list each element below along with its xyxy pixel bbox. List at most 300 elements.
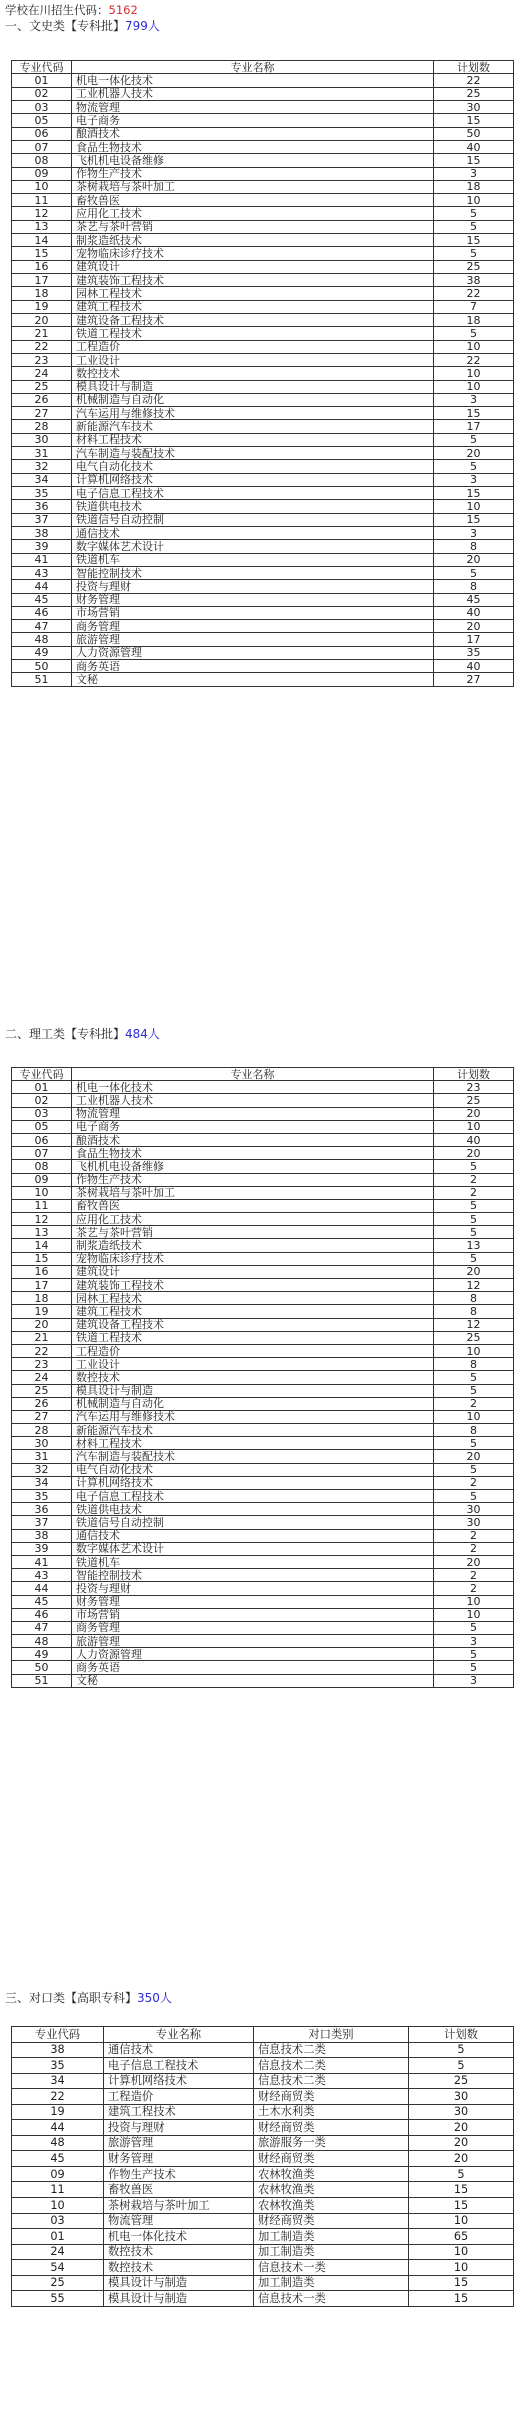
table-cell: 电子信息工程技术 — [104, 2058, 254, 2074]
table-cell: 36 — [12, 500, 72, 513]
table-cell: 20 — [434, 553, 514, 566]
section-title-count: 484人 — [125, 1027, 160, 1041]
table-row — [12, 1397, 514, 1410]
table-cell: 40 — [434, 140, 514, 153]
table-row — [12, 593, 514, 606]
table-cell: 15 — [12, 247, 72, 260]
table-cell: 铁道机车 — [72, 553, 434, 566]
table-cell: 食品生物技术 — [72, 140, 434, 153]
table-cell: 13 — [12, 1226, 72, 1239]
table-cell: 5 — [434, 1226, 514, 1239]
table-row — [12, 580, 514, 593]
table-row — [12, 1239, 514, 1252]
table-cell: 19 — [12, 300, 72, 313]
table-cell: 51 — [12, 1674, 72, 1687]
table-cell: 32 — [12, 1463, 72, 1476]
table-cell: 15 — [409, 2275, 514, 2291]
table-cell: 14 — [12, 1239, 72, 1252]
table-cell: 37 — [12, 1516, 72, 1529]
table-cell: 10 — [434, 1410, 514, 1423]
table-cell: 通信技术 — [72, 1529, 434, 1542]
table-cell: 茶艺与茶叶营销 — [72, 1226, 434, 1239]
table-row — [12, 194, 514, 207]
table-cell: 加工制造类 — [254, 2229, 409, 2245]
table-cell: 数控技术 — [72, 1371, 434, 1384]
table-cell: 25 — [434, 1094, 514, 1107]
table-cell: 20 — [434, 1450, 514, 1463]
table-cell: 22 — [434, 74, 514, 87]
table-row — [12, 1120, 514, 1133]
table-cell: 财务管理 — [72, 1595, 434, 1608]
table-cell: 24 — [12, 367, 72, 380]
table-cell: 信息技术一类 — [254, 2260, 409, 2276]
section-title-label: 一、文史类【专科批】 — [5, 19, 126, 33]
table-header-row — [12, 61, 514, 74]
table-cell: 建筑工程技术 — [72, 300, 434, 313]
table-cell: 物流管理 — [72, 100, 434, 113]
table-row — [12, 1648, 514, 1661]
table-row — [12, 1674, 514, 1687]
table-cell: 10 — [434, 1595, 514, 1608]
table-cell: 16 — [12, 260, 72, 273]
table-cell: 智能控制技术 — [72, 566, 434, 579]
table-row — [12, 1384, 514, 1397]
table-row — [12, 1133, 514, 1146]
column-header: 专业代码 — [12, 1068, 72, 1081]
table-cell: 12 — [434, 1318, 514, 1331]
table-cell: 41 — [12, 553, 72, 566]
table-cell: 电子商务 — [72, 114, 434, 127]
table-cell: 50 — [12, 660, 72, 673]
section-title-count: 350人 — [137, 1991, 172, 2005]
table-row — [12, 247, 514, 260]
table-row — [12, 127, 514, 140]
table-cell: 23 — [12, 1358, 72, 1371]
table-row — [12, 1186, 514, 1199]
table-cell: 加工制造类 — [254, 2275, 409, 2291]
table-row — [12, 340, 514, 353]
table-row — [12, 327, 514, 340]
table-cell: 09 — [12, 167, 72, 180]
table-cell: 商务管理 — [72, 1621, 434, 1634]
table-cell: 15 — [434, 234, 514, 247]
table-row — [12, 100, 514, 113]
table-cell: 应用化工技术 — [72, 1213, 434, 1226]
table-cell: 工程造价 — [72, 340, 434, 353]
science-plan-table — [11, 1067, 514, 1688]
table-row — [12, 353, 514, 366]
table-cell: 畜牧兽医 — [72, 194, 434, 207]
table-cell: 21 — [12, 1331, 72, 1344]
table-row — [12, 313, 514, 326]
table-row — [12, 1292, 514, 1305]
table-cell: 物流管理 — [72, 1107, 434, 1120]
table-cell: 数字媒体艺术设计 — [72, 1542, 434, 1555]
table-cell: 宠物临床诊疗技术 — [72, 1252, 434, 1265]
column-header: 计划数 — [434, 61, 514, 74]
table-cell: 5 — [434, 327, 514, 340]
table-cell: 应用化工技术 — [72, 207, 434, 220]
table-cell: 计算机网络技术 — [104, 2073, 254, 2089]
table-row — [12, 553, 514, 566]
table-row — [12, 407, 514, 420]
table-cell: 22 — [12, 340, 72, 353]
table-cell: 财经商贸类 — [254, 2151, 409, 2167]
table-cell: 汽车制造与装配技术 — [72, 447, 434, 460]
table-cell: 2 — [434, 1173, 514, 1186]
table-cell: 模具设计与制造 — [72, 1384, 434, 1397]
table-cell: 3 — [434, 473, 514, 486]
table-row — [12, 1582, 514, 1595]
table-cell: 3 — [434, 1674, 514, 1687]
table-cell: 茶艺与茶叶营销 — [72, 220, 434, 233]
table-cell: 商务英语 — [72, 1661, 434, 1674]
table-cell: 43 — [12, 1569, 72, 1582]
table-cell: 31 — [12, 1450, 72, 1463]
table-row — [12, 487, 514, 500]
table-row — [12, 1252, 514, 1265]
table-cell: 5 — [434, 460, 514, 473]
table-row — [12, 180, 514, 193]
table-cell: 建筑设计 — [72, 260, 434, 273]
table-cell: 26 — [12, 393, 72, 406]
table-header-row — [12, 1068, 514, 1081]
table-cell: 27 — [12, 1410, 72, 1423]
table-cell: 25 — [12, 380, 72, 393]
table-cell: 48 — [12, 1635, 72, 1648]
table-cell: 5 — [434, 207, 514, 220]
table-cell: 10 — [434, 1344, 514, 1357]
table-cell: 2 — [434, 1397, 514, 1410]
liberal-arts-plan-table — [11, 60, 514, 687]
table-cell: 03 — [12, 100, 72, 113]
table-row — [12, 1094, 514, 1107]
table-cell: 20 — [409, 2120, 514, 2136]
table-cell: 8 — [434, 580, 514, 593]
table-cell: 铁道工程技术 — [72, 1331, 434, 1344]
table-row — [12, 1450, 514, 1463]
table-cell: 15 — [409, 2291, 514, 2307]
table-row — [12, 1279, 514, 1292]
table-cell: 2 — [434, 1569, 514, 1582]
table-cell: 46 — [12, 1608, 72, 1621]
table-cell: 02 — [12, 87, 72, 100]
table-cell: 铁道信号自动控制 — [72, 513, 434, 526]
table-cell: 建筑工程技术 — [104, 2104, 254, 2120]
table-row — [12, 1358, 514, 1371]
table-cell: 园林工程技术 — [72, 1292, 434, 1305]
table-cell: 5 — [434, 433, 514, 446]
table-row — [12, 114, 514, 127]
table-row — [12, 2291, 514, 2307]
table-cell: 电子信息工程技术 — [72, 487, 434, 500]
table-row — [12, 2073, 514, 2089]
table-cell: 电子信息工程技术 — [72, 1490, 434, 1503]
table-cell: 10 — [409, 2260, 514, 2276]
table-row — [12, 1226, 514, 1239]
table-cell: 40 — [434, 1133, 514, 1146]
table-row — [12, 2151, 514, 2167]
table-cell: 模具设计与制造 — [72, 380, 434, 393]
table-row — [12, 2182, 514, 2198]
table-row — [12, 87, 514, 100]
table-cell: 10 — [12, 1186, 72, 1199]
table-cell: 电气自动化技术 — [72, 460, 434, 473]
table-cell: 09 — [12, 2166, 104, 2182]
table-cell: 5 — [434, 1490, 514, 1503]
table-cell: 20 — [12, 313, 72, 326]
table-cell: 38 — [434, 274, 514, 287]
table-row — [12, 1555, 514, 1568]
table-cell: 茶树栽培与茶叶加工 — [104, 2198, 254, 2214]
table-cell: 5 — [434, 566, 514, 579]
table-cell: 35 — [12, 2058, 104, 2074]
table-cell: 30 — [434, 1516, 514, 1529]
table-cell: 数控技术 — [72, 367, 434, 380]
table-cell: 11 — [12, 1199, 72, 1212]
table-cell: 35 — [434, 646, 514, 659]
table-cell: 10 — [434, 340, 514, 353]
table-row — [12, 2089, 514, 2105]
table-cell: 8 — [434, 1292, 514, 1305]
table-cell: 15 — [409, 2182, 514, 2198]
table-cell: 01 — [12, 74, 72, 87]
table-row — [12, 540, 514, 553]
table-cell: 财经商贸类 — [254, 2120, 409, 2136]
table-cell: 06 — [12, 1133, 72, 1146]
table-row — [12, 1503, 514, 1516]
section-title-count: 799人 — [125, 19, 160, 33]
table-row — [12, 1331, 514, 1344]
table-cell: 酿酒技术 — [72, 127, 434, 140]
table-cell: 作物生产技术 — [104, 2166, 254, 2182]
table-cell: 20 — [409, 2151, 514, 2167]
table-row — [12, 1424, 514, 1437]
table-cell: 09 — [12, 1173, 72, 1186]
table-cell: 建筑设备工程技术 — [72, 313, 434, 326]
table-cell: 通信技术 — [72, 526, 434, 539]
table-cell: 08 — [12, 154, 72, 167]
table-cell: 45 — [12, 593, 72, 606]
table-cell: 5 — [434, 1648, 514, 1661]
table-row — [12, 633, 514, 646]
table-cell: 11 — [12, 194, 72, 207]
table-cell: 24 — [12, 1371, 72, 1384]
table-cell: 10 — [409, 2213, 514, 2229]
table-cell: 财经商贸类 — [254, 2089, 409, 2105]
table-cell: 5 — [434, 1252, 514, 1265]
table-cell: 20 — [434, 1555, 514, 1568]
table-cell: 7 — [434, 300, 514, 313]
table-cell: 5 — [434, 1213, 514, 1226]
table-row — [12, 2166, 514, 2182]
column-header: 计划数 — [409, 2027, 514, 2043]
table-cell: 45 — [434, 593, 514, 606]
table-cell: 49 — [12, 646, 72, 659]
table-cell: 17 — [434, 420, 514, 433]
table-cell: 人力资源管理 — [72, 1648, 434, 1661]
table-cell: 计算机网络技术 — [72, 1476, 434, 1489]
table-row — [12, 660, 514, 673]
table-cell: 工业设计 — [72, 353, 434, 366]
table-cell: 市场营销 — [72, 606, 434, 619]
table-cell: 36 — [12, 1503, 72, 1516]
table-cell: 22 — [434, 353, 514, 366]
table-row — [12, 393, 514, 406]
table-cell: 25 — [434, 87, 514, 100]
table-cell: 10 — [434, 194, 514, 207]
table-row — [12, 1107, 514, 1120]
table-cell: 旅游管理 — [72, 633, 434, 646]
table-row — [12, 673, 514, 686]
table-cell: 65 — [409, 2229, 514, 2245]
table-row — [12, 2213, 514, 2229]
table-cell: 54 — [12, 2260, 104, 2276]
table-row — [12, 367, 514, 380]
table-row — [12, 473, 514, 486]
table-row — [12, 1595, 514, 1608]
table-row — [12, 1160, 514, 1173]
column-header: 专业名称 — [72, 1068, 434, 1081]
table-cell: 工业机器人技术 — [72, 1094, 434, 1107]
table-cell: 10 — [434, 500, 514, 513]
table-cell: 25 — [12, 2275, 104, 2291]
table-row — [12, 207, 514, 220]
table-cell: 16 — [12, 1265, 72, 1278]
table-row — [12, 513, 514, 526]
table-cell: 信息技术二类 — [254, 2042, 409, 2058]
column-header: 专业名称 — [104, 2027, 254, 2043]
table-cell: 28 — [12, 1424, 72, 1437]
table-cell: 38 — [12, 2042, 104, 2058]
table-cell: 20 — [434, 1147, 514, 1160]
table-cell: 铁道信号自动控制 — [72, 1516, 434, 1529]
table-cell: 8 — [434, 540, 514, 553]
table-cell: 22 — [434, 287, 514, 300]
table-cell: 2 — [434, 1542, 514, 1555]
table-cell: 5 — [409, 2058, 514, 2074]
school-code-label: 学校在川招生代码： — [5, 3, 109, 17]
table-cell: 土木水利类 — [254, 2104, 409, 2120]
table-cell: 5 — [434, 220, 514, 233]
table-row — [12, 220, 514, 233]
table-cell: 13 — [12, 220, 72, 233]
table-row — [12, 1463, 514, 1476]
table-cell: 12 — [12, 207, 72, 220]
table-cell: 25 — [12, 1384, 72, 1397]
table-cell: 商务英语 — [72, 660, 434, 673]
table-cell: 3 — [434, 526, 514, 539]
section-title-vocational — [5, 1990, 172, 2006]
table-row — [12, 1476, 514, 1489]
table-cell: 畜牧兽医 — [104, 2182, 254, 2198]
table-row — [12, 1213, 514, 1226]
table-row — [12, 300, 514, 313]
table-cell: 机电一体化技术 — [104, 2229, 254, 2245]
table-cell: 22 — [12, 2089, 104, 2105]
table-cell: 19 — [12, 2104, 104, 2120]
table-cell: 15 — [434, 407, 514, 420]
table-cell: 47 — [12, 620, 72, 633]
table-cell: 08 — [12, 1160, 72, 1173]
table-row — [12, 2244, 514, 2260]
table-cell: 41 — [12, 1555, 72, 1568]
table-row — [12, 154, 514, 167]
table-cell: 2 — [434, 1186, 514, 1199]
table-cell: 44 — [12, 1582, 72, 1595]
table-cell: 电气自动化技术 — [72, 1463, 434, 1476]
table-row — [12, 1529, 514, 1542]
column-header: 专业代码 — [12, 2027, 104, 2043]
table-cell: 飞机机电设备维修 — [72, 1160, 434, 1173]
table-cell: 38 — [12, 1529, 72, 1542]
table-cell: 3 — [434, 167, 514, 180]
table-cell: 财经商贸类 — [254, 2213, 409, 2229]
table-cell: 31 — [12, 447, 72, 460]
table-cell: 计算机网络技术 — [72, 473, 434, 486]
table-row — [12, 1608, 514, 1621]
table-cell: 18 — [434, 313, 514, 326]
table-row — [12, 2058, 514, 2074]
table-row — [12, 274, 514, 287]
table-cell: 建筑设备工程技术 — [72, 1318, 434, 1331]
table-cell: 制浆造纸技术 — [72, 234, 434, 247]
table-row — [12, 140, 514, 153]
table-cell: 15 — [409, 2198, 514, 2214]
table-cell: 5 — [434, 247, 514, 260]
table-cell: 15 — [434, 114, 514, 127]
table-cell: 文秘 — [72, 673, 434, 686]
section-title-label: 三、对口类【高职专科】 — [5, 1991, 138, 2005]
table-row — [12, 500, 514, 513]
table-cell: 5 — [409, 2166, 514, 2182]
table-cell: 18 — [12, 287, 72, 300]
table-row — [12, 234, 514, 247]
table-row — [12, 606, 514, 619]
section-title-label: 二、理工类【专科批】 — [5, 1027, 126, 1041]
table-cell: 5 — [434, 1661, 514, 1674]
table-cell: 10 — [12, 2198, 104, 2214]
table-cell: 44 — [12, 2120, 104, 2136]
table-cell: 07 — [12, 140, 72, 153]
table-cell: 13 — [434, 1239, 514, 1252]
table-cell: 3 — [434, 393, 514, 406]
table-row — [12, 2198, 514, 2214]
table-cell: 20 — [434, 1265, 514, 1278]
table-cell: 2 — [434, 1476, 514, 1489]
table-row — [12, 460, 514, 473]
table-cell: 作物生产技术 — [72, 167, 434, 180]
table-cell: 市场营销 — [72, 1608, 434, 1621]
table-cell: 39 — [12, 1542, 72, 1555]
table-cell: 40 — [434, 606, 514, 619]
table-row — [12, 2104, 514, 2120]
table-cell: 电子商务 — [72, 1120, 434, 1133]
table-cell: 49 — [12, 1648, 72, 1661]
table-cell: 汽车制造与装配技术 — [72, 1450, 434, 1463]
table-row — [12, 167, 514, 180]
table-cell: 制浆造纸技术 — [72, 1239, 434, 1252]
table-cell: 机械制造与自动化 — [72, 393, 434, 406]
table-cell: 07 — [12, 1147, 72, 1160]
table-cell: 50 — [12, 1661, 72, 1674]
table-cell: 48 — [12, 633, 72, 646]
table-row — [12, 447, 514, 460]
table-cell: 2 — [434, 1529, 514, 1542]
table-row — [12, 1516, 514, 1529]
table-row — [12, 433, 514, 446]
table-cell: 酿酒技术 — [72, 1133, 434, 1146]
